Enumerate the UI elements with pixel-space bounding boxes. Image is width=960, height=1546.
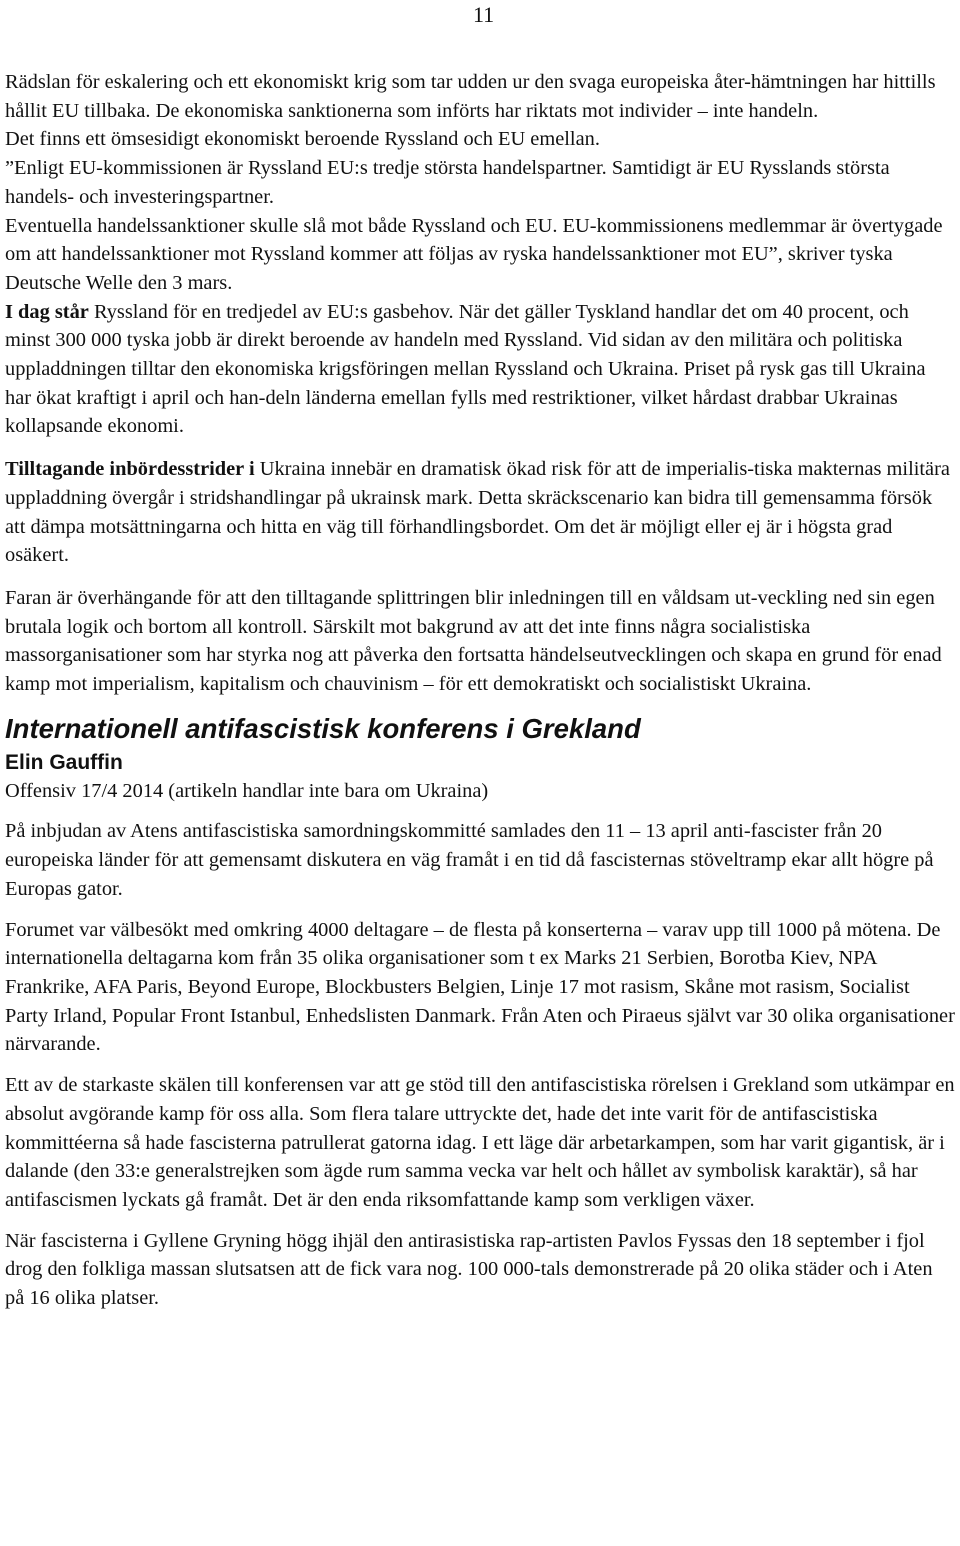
paragraph-text: Ukraina innebär en dramatisk ökad risk för att de imperialis-tiska makternas militära uppladdning övergår i stridshandlingar på ukrainsk mark. Detta skräckscenario kan bidra till gemensamma försök att dämpa motsättningarna och hitta en väg till förhandlingsbordet. Om det är möjligt eller ej är i högsta grad osäkert. — [5, 458, 950, 567]
page-number: 11 — [473, 2, 495, 27]
paragraph-handelssanktioner: Eventuella handelssanktioner skulle slå mot både Ryssland och EU. EU-kommissionens medlemmar är övertygade om att handelssanktioner mot Ryssland kommer att följas av ryska handelssanktioner mot EU”, skriver tyska Deutsche Welle den 3 mars. — [5, 214, 943, 294]
paragraph-gasbehov — [5, 298, 955, 442]
article-author: Elin Gauffin — [5, 750, 123, 774]
article-paragraph: När fascisterna i Gyllene Gryning högg ihjäl den antirasistiska rap-artisten Pavlos Fyssas den 18 september i fjol drog den folkliga massan slutsatsen att de fick vara nog. 100 000-tals demonstrerade på 20 olika städer och i Aten på 16 olika platser. — [5, 1229, 933, 1310]
article-title: Internationell antifascistisk konferens i Grekland — [5, 712, 641, 744]
article-paragraph: Ett av de starkaste skälen till konferensen var att ge stöd till den antifascistiska rörelsen i Grekland som utkämpar en absolut avgörande kamp för oss alla. Som flera talare uttryckte det, hade det inte varit för de antifascistiska kommittéerna så hade fascisterna patrullerat gatorna idag. I ett läge där arbetarkampen, som har varit gigantisk, är i dalande (den 33:e generalstrejken som ägde rum samma vecka var helt och hållet av symbolisk karaktär), så har antifascismen lyckats gå framåt. Det är den enda riksomfattande kamp som verkligen växer. — [5, 1074, 955, 1211]
article-source: Offensiv 17/4 2014 (artikeln handlar inte bara om Ukraina) — [5, 779, 489, 802]
bold-lead: I dag står — [5, 300, 89, 323]
paragraph-faran: Faran är överhängande för att den tilltagande splittringen blir inledningen till en våldsam ut-veckling ned sin egen brutala logik och bortom all kontroll. Särskilt mot bakgrund av att det inte finns några socialistiska massorganisationer som har styrka nog att påverka den fortsatta händelseutvecklingen och skapa en grund för enad kamp mot imperialism, kapitalism och chauvinism – för ett demokratiskt och socialistiskt Ukraina. — [5, 586, 942, 696]
paragraph-text: Ryssland för en tredjedel av EU:s gasbehov. När det gäller Tyskland handlar det om 40 procent, och minst 300 000 tyska jobb är direkt beroende av handeln med Ryssland. Vid sidan av den militära och politiska uppladdningen tilltar den ekonomiska krigsföringen mellan Ryssland och Ukraina. Priset på rysk gas till Ukraina har ökat kraftigt i april och han-deln länderna emellan fylls med restriktioner, vilket hårdast drabbar Ukrainas kollapsande ekonomi. — [5, 300, 926, 438]
bold-lead: Tilltagande inbördesstrider i — [5, 458, 255, 481]
paragraph-eu-kommissionen: ”Enligt EU-kommissionen är Ryssland EU:s tredje största handelspartner. Samtidigt är EU Rysslands största handels- och investeringspartner. — [5, 157, 890, 208]
paragraph-eskalering: Rädslan för eskalering och ett ekonomiskt krig som tar udden ur den svaga europeiska åter-hämtningen har hittills hållit EU tillbaka. De ekonomiska sanktionerna som införts har riktats mot individer – inte handeln. — [5, 71, 936, 122]
paragraph-beroende: Det finns ett ömsesidigt ekonomiskt beroende Ryssland och EU emellan. — [5, 128, 600, 151]
article-paragraph: Forumet var välbesökt med omkring 4000 deltagare – de flesta på konserterna – varav upp till 1000 på mötena. De internationella deltagarna kom från 35 olika organisationer som t ex Marks 21 Serbien, Borotba Kiev, NPA Frankrike, AFA Paris, Beyond Europe, Blockbusters Belgien, Linje 17 mot rasism, Skåne mot rasism, Socialist Party Irland, Popular Front Istanbul, Enhedslisten Danmark. Från Aten och Piraeus självt var 30 olika organisationer närvarande. — [5, 918, 955, 1056]
article-paragraph: På inbjudan av Atens antifascistiska samordningskommitté samlades den 11 – 13 april anti-fascister från 20 europeiska länder för att gemensamt diskutera en väg framåt i en tid då fascisternas stöveltramp ekar allt högre på Europas gator. — [5, 820, 934, 900]
paragraph-inbordesstrider — [5, 455, 955, 570]
page-body — [5, 68, 955, 1325]
